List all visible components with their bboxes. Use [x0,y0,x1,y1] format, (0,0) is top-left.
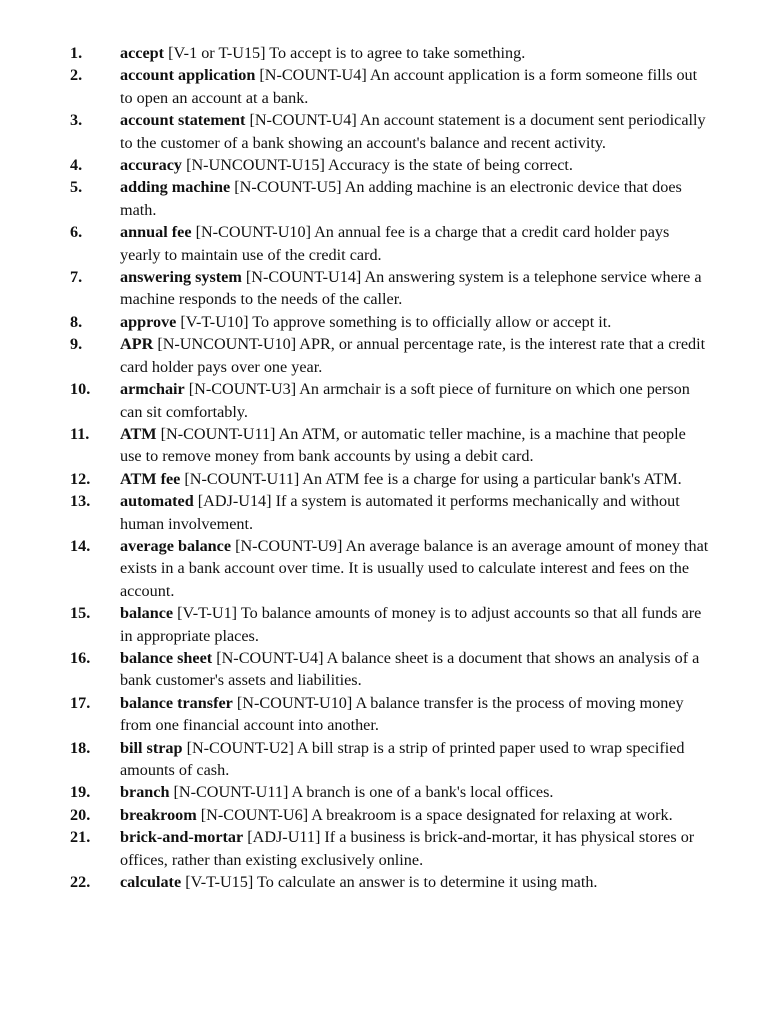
entry-number: 13. [70,492,91,511]
entry-number: 8. [70,312,83,331]
entry-number: 14. [70,536,91,555]
glossary-list [0,42,768,893]
glossary-entry [0,311,768,333]
entry-number: 18. [70,738,91,757]
entry-term: annual fee [120,223,192,242]
entry-term: ATM [120,424,157,443]
entry-definition: [N-COUNT-U11] An ATM, or automatic teller machine, is a machine that people use to remove money from bank accounts by using a debit card. [120,424,686,466]
entry-number: 3. [70,111,83,130]
entry-term: balance [120,604,174,623]
entry-definition: [N-COUNT-U11] An ATM fee is a charge for using a particular bank's ATM. [180,469,682,488]
entry-number: 22. [70,873,91,892]
entry-definition: [N-COUNT-U10] An annual fee is a charge that a credit card holder pays yearly to maintain use of the credit card. [120,223,670,264]
entry-term: balance sheet [120,648,213,667]
entry-term: account application [120,66,256,85]
entry-term: account statement [120,111,246,130]
entry-definition: [N-UNCOUNT-U15] Accuracy is the state of being correct. [182,156,573,175]
glossary-entry [0,109,768,154]
entry-definition: [N-COUNT-U6] A breakroom is a space designated for relaxing at work. [196,805,673,824]
entry-definition: [N-COUNT-U4] An account application is a form someone fills out to open an account at a bank. [120,66,698,107]
entry-term: armchair [120,380,185,399]
entry-number: 9. [70,335,83,354]
entry-definition: [V-T-U10] To approve something is to officially allow or accept it. [176,312,612,331]
glossary-entry [0,490,768,535]
entry-definition: [V-1 or T-U15] To accept is to agree to take something. [164,44,526,62]
glossary-entry [0,535,768,602]
entry-definition: [ADJ-U14] If a system is automated it performs mechanically and without human involvement. [120,492,680,533]
entry-definition: [N-COUNT-U4] A balance sheet is a document that shows an analysis of a bank customer's assets and liabilities. [120,648,700,690]
entry-definition: [N-UNCOUNT-U10] APR, or annual percentage rate, is the interest rate that a credit card holder pays over one year. [120,335,706,376]
glossary-entry [0,871,768,893]
entry-term: APR [120,335,154,354]
glossary-entry [0,647,768,692]
glossary-entry [0,176,768,221]
entry-definition: [N-COUNT-U5] An adding machine is an electronic device that does math. [120,178,682,219]
entry-number: 12. [70,469,91,488]
glossary-entry [0,333,768,378]
entry-definition: [ADJ-U11] If a business is brick-and-mortar, it has physical stores or offices, rather than existing exclusively online. [120,828,695,869]
entry-term: ATM fee [120,469,181,488]
entry-number: 7. [70,268,83,287]
entry-number: 16. [70,648,91,667]
glossary-entry [0,266,768,311]
glossary-entry [0,804,768,826]
glossary-entry [0,42,768,64]
entry-term: breakroom [120,805,197,824]
entry-term: brick-and-mortar [120,828,244,847]
entry-term: average balance [120,536,232,555]
entry-number: 21. [70,828,91,847]
entry-definition: [N-COUNT-U3] An armchair is a soft piece of furniture on which one person can sit comfortably. [120,380,690,421]
entry-number: 15. [70,604,91,623]
entry-term: adding machine [120,178,231,197]
glossary-entry [0,468,768,490]
entry-term: accuracy [120,156,183,175]
entry-term: calculate [120,873,182,892]
glossary-entry [0,692,768,737]
entry-number: 10. [70,380,91,399]
entry-term: branch [120,783,170,802]
glossary-entry [0,781,768,803]
glossary-entry [0,602,768,647]
entry-term: bill strap [120,738,183,757]
entry-definition: [N-COUNT-U10] A balance transfer is the process of moving money from one financial account into another. [120,693,684,735]
entry-number: 19. [70,783,91,802]
entry-number: 2. [70,66,83,85]
entry-definition: [V-T-U15] To calculate an answer is to determine it using math. [181,873,598,892]
entry-number: 11. [70,424,90,443]
entry-term: approve [120,312,177,331]
glossary-entry [0,154,768,176]
entry-number: 20. [70,805,91,824]
entry-definition: [N-COUNT-U2] A bill strap is a strip of printed paper used to wrap specified amounts of cash. [120,738,685,779]
entry-term: balance transfer [120,693,233,712]
glossary-entry [0,378,768,423]
entry-definition: [V-T-U1] To balance amounts of money is to adjust accounts so that all funds are in appropriate places. [120,604,702,645]
glossary-entry [0,64,768,109]
entry-term: accept [120,44,165,62]
entry-definition: [N-COUNT-U11] A branch is one of a bank's local offices. [169,783,554,802]
entry-number: 17. [70,693,91,712]
entry-term: answering system [120,268,242,287]
entry-number: 6. [70,223,83,242]
glossary-entry [0,423,768,468]
entry-definition: [N-COUNT-U14] An answering system is a telephone service where a machine responds to the needs of the caller. [120,268,702,309]
entry-number: 5. [70,178,83,197]
entry-term: automated [120,492,194,511]
entry-definition: [N-COUNT-U4] An account statement is a document sent periodically to the customer of a bank showing an account's balance and recent activity. [120,111,706,152]
glossary-entry [0,221,768,266]
entry-definition: [N-COUNT-U9] An average balance is an average amount of money that exists in a bank account over time. It is usually used to calculate interest and fees on the account. [120,536,709,600]
entry-number: 4. [70,156,83,175]
glossary-entry [0,737,768,782]
entry-number: 1. [70,44,83,62]
glossary-entry [0,826,768,871]
